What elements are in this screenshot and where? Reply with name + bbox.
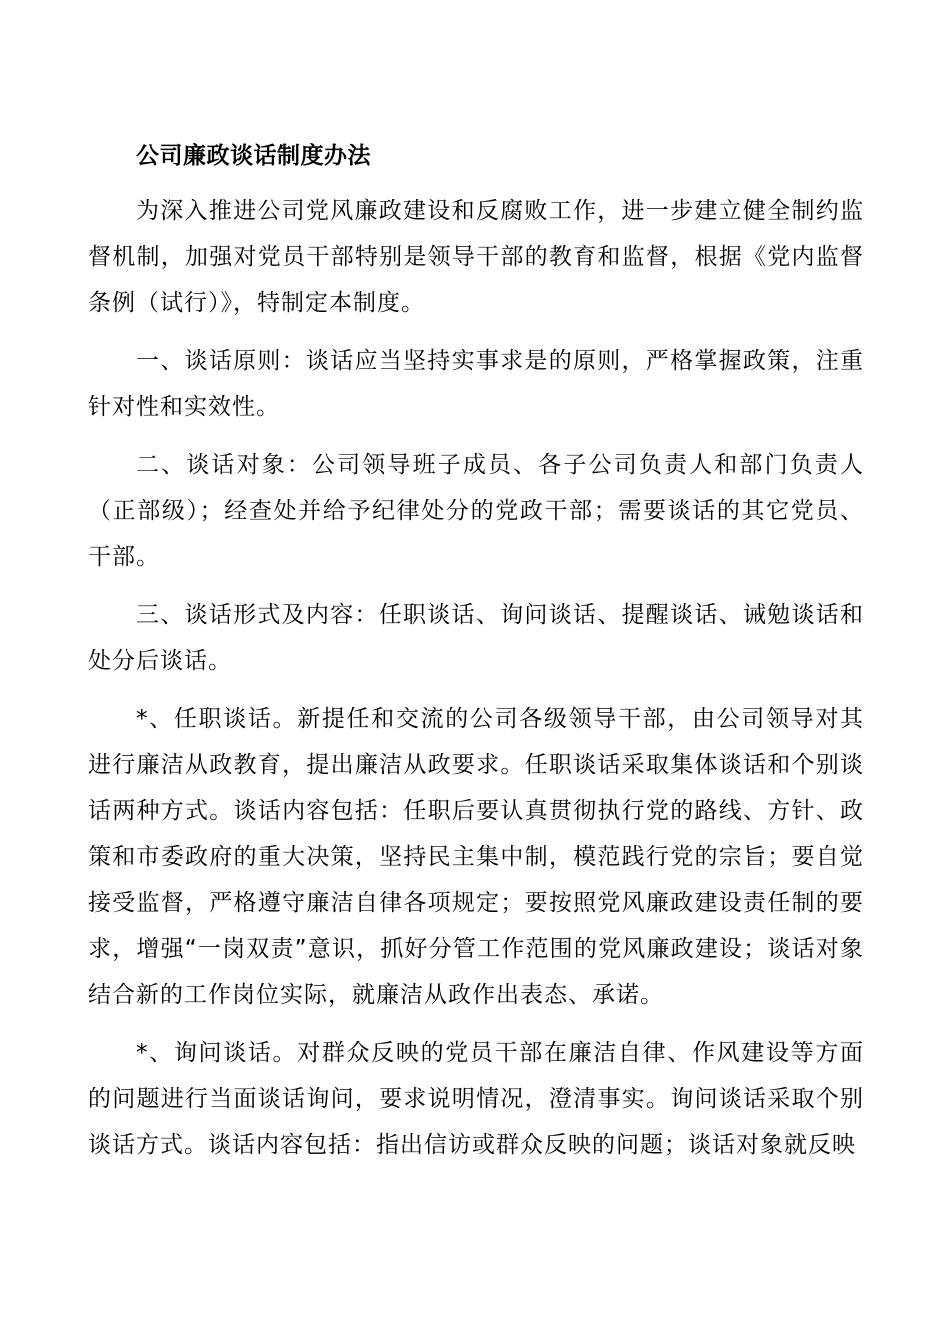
- paragraph-targets: 二、谈话对象：公司领导班子成员、各子公司负责人和部门负责人（正部级）；经查处并给予纪律处分的党政干部；需要谈话的其它党员、干部。: [88, 452, 864, 570]
- document-body: [88, 136, 864, 1168]
- document-title: 公司廉政谈话制度办法: [136, 143, 371, 169]
- paragraph-inquiry-talk: *、询问谈话。对群众反映的党员干部在廉洁自律、作风建设等方面的问题进行当面谈话询问，要求说明情况，澄清事实。询问谈话采取个别谈话方式。谈话内容包括：指出信访或群众反映的问题；谈话对象就反映: [88, 1040, 864, 1158]
- paragraph-forms: 三、谈话形式及内容：任职谈话、询问谈话、提醒谈话、诫勉谈话和处分后谈话。: [88, 602, 864, 674]
- paragraph-appointment-talk: *、任职谈话。新提任和交流的公司各级领导干部，由公司领导对其进行廉洁从政教育，提出廉洁从政要求。任职谈话采取集体谈话和个别谈话两种方式。谈话内容包括：任职后要认真贯彻执行党的路线、方针、政策和市委政府的重大决策，坚持民主集中制，模范践行党的宗旨；要自觉接受监督，严格遵守廉洁自律各项规定；要按照党风廉政建设责任制的要求，增强“一岗双责”意识，抓好分管工作范围的党风廉政建设；谈话对象结合新的工作岗位实际，就廉洁从政作出表态、承诺。: [88, 706, 864, 1008]
- paragraph-principle: 一、谈话原则：谈话应当坚持实事求是的原则，严格掌握政策，注重针对性和实效性。: [88, 348, 864, 420]
- paragraph-intro: 为深入推进公司党风廉政建设和反腐败工作，进一步建立健全制约监督机制，加强对党员干部特别是领导干部的教育和监督，根据《党内监督条例（试行）》，特制定本制度。: [88, 198, 864, 316]
